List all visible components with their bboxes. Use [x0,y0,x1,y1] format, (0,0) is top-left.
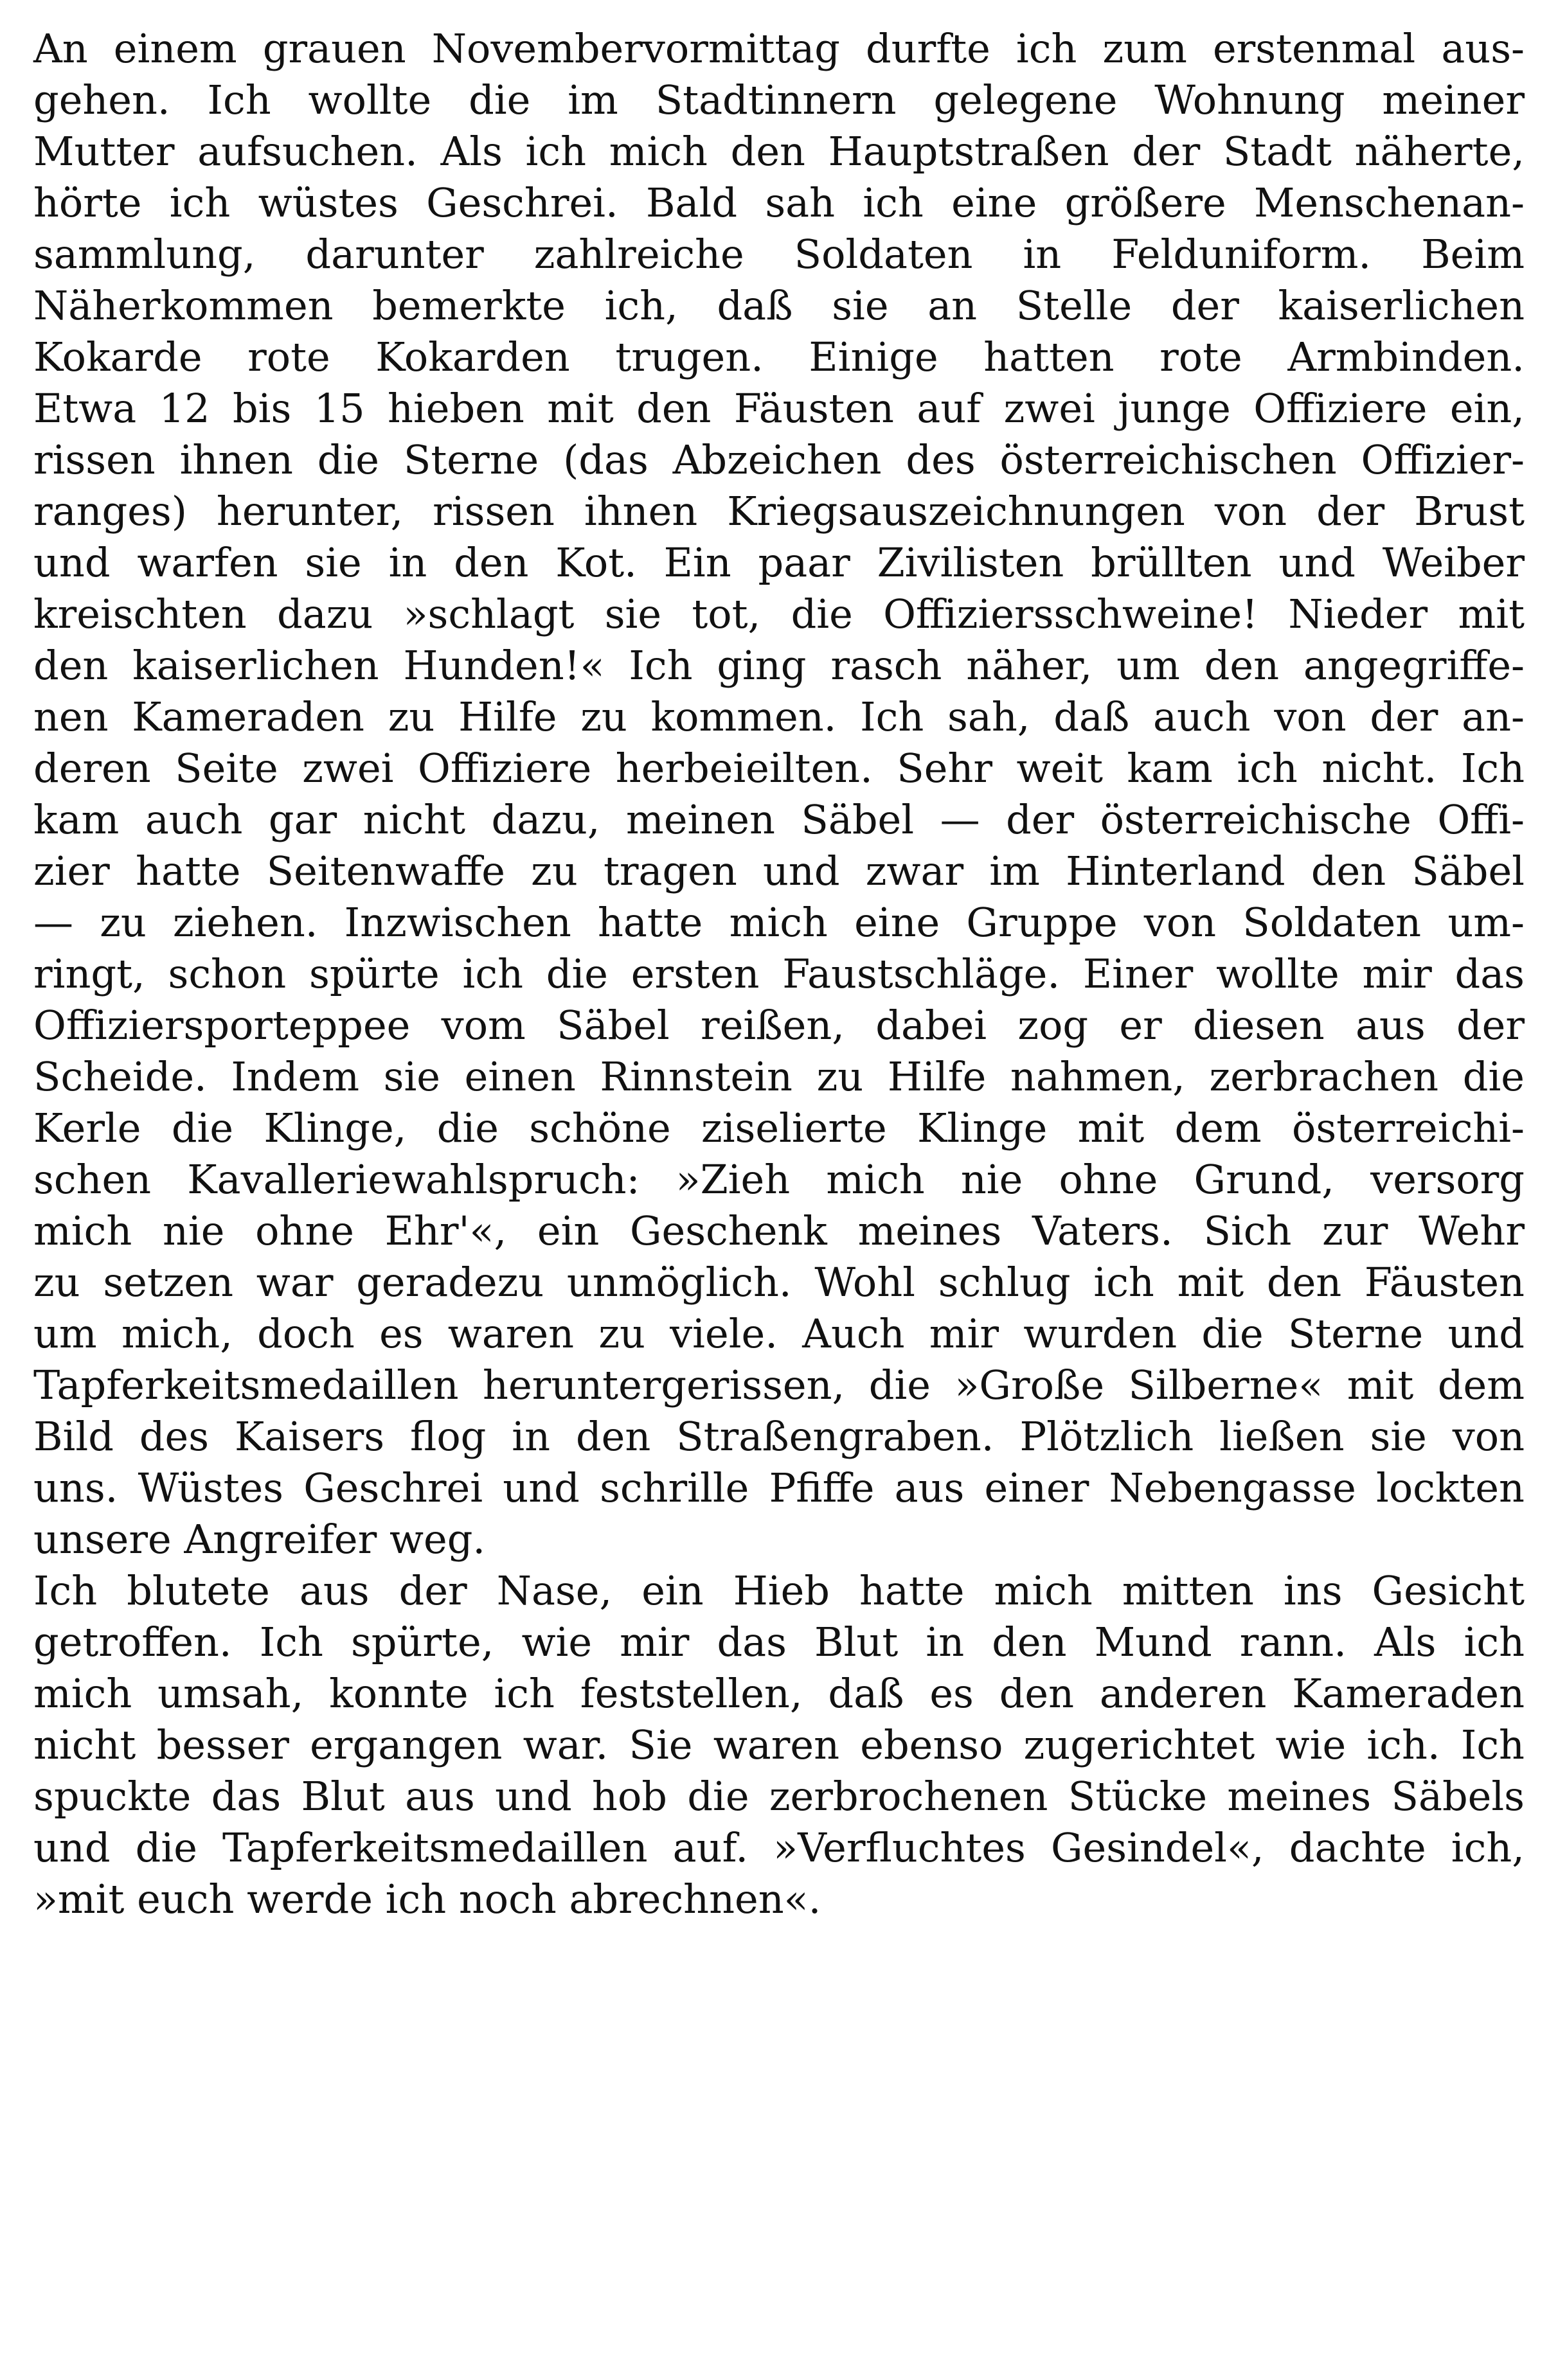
text-line: hörte ich wüstes Geschrei. Bald sah ich eine größere Menschenan- [33,179,1525,226]
text-line: nicht besser ergangen war. Sie waren ebenso zugerichtet wie ich. Ich [33,1721,1525,1768]
text-line: unsere Angreifer weg. [33,1516,486,1563]
text-line: Tapferkeitsmedaillen heruntergerissen, die »Große Silberne« mit dem [33,1362,1525,1408]
text-line: Ich blutete aus der Nase, ein Hieb hatte mich mitten ins Gesicht [33,1567,1525,1614]
text-line: nen Kameraden zu Hilfe zu kommen. Ich sah, daß auch von der an- [33,693,1525,740]
text-line: sammlung, darunter zahlreiche Soldaten in Felduniform. Beim [33,231,1525,278]
text-line: Offiziersporteppee vom Säbel reißen, dabei zog er diesen aus der [33,1002,1525,1049]
text-line: kam auch gar nicht dazu, meinen Säbel — der österreichische Offi- [33,796,1525,843]
text-line: An einem grauen Novembervormittag durfte ich zum erstenmal aus- [33,25,1525,72]
text-line: Näherkommen bemerkte ich, daß sie an Stelle der kaiserlichen [33,282,1525,329]
text-line: Bild des Kaisers flog in den Straßengraben. Plötzlich ließen sie von [33,1413,1525,1460]
text-line: rissen ihnen die Sterne (das Abzeichen des österreichischen Offizier- [33,436,1525,483]
text-line: Kokarde rote Kokarden trugen. Einige hatten rote Armbinden. [33,333,1525,380]
text-line: und warfen sie in den Kot. Ein paar Zivilisten brüllten und Weiber [33,539,1525,586]
text-line: — zu ziehen. Inzwischen hatte mich eine Gruppe von Soldaten um- [33,899,1525,946]
text-line: Scheide. Indem sie einen Rinnstein zu Hilfe nahmen, zerbrachen die [33,1053,1525,1100]
text-line: zier hatte Seitenwaffe zu tragen und zwar im Hinterland den Säbel [33,848,1525,894]
paragraph [33,23,1525,1565]
text-line: Etwa 12 bis 15 hieben mit den Fäusten auf zwei junge Offiziere ein, [33,385,1525,432]
text-line: getroffen. Ich spürte, wie mir das Blut in den Mund rann. Als ich [33,1619,1525,1665]
body-text [33,23,1525,1925]
text-line: und die Tapferkeitsmedaillen auf. »Verfluchtes Gesindel«, dachte ich, [33,1824,1525,1871]
text-line: ranges) herunter, rissen ihnen Kriegsauszeichnungen von der Brust [33,488,1525,535]
text-line: gehen. Ich wollte die im Stadtinnern gelegene Wohnung meiner [33,76,1525,123]
text-line: mich umsah, konnte ich feststellen, daß es den anderen Kameraden [33,1670,1525,1717]
text-line: ringt, schon spürte ich die ersten Faustschläge. Einer wollte mir das [33,950,1525,997]
text-line: spuckte das Blut aus und hob die zerbrochenen Stücke meines Säbels [33,1773,1525,1820]
text-line: den kaiserlichen Hunden!« Ich ging rasch näher, um den angegriffe- [33,642,1525,689]
text-line: deren Seite zwei Offiziere herbeieilten. Sehr weit kam ich nicht. Ich [33,745,1525,792]
text-line: um mich, doch es waren zu viele. Auch mir wurden die Sterne und [33,1310,1525,1357]
text-line: uns. Wüstes Geschrei und schrille Pfiffe aus einer Nebengasse lockten [33,1464,1525,1511]
text-line: mich nie ohne Ehr'«, ein Geschenk meines Vaters. Sich zur Wehr [33,1207,1525,1254]
text-line: Mutter aufsuchen. Als ich mich den Hauptstraßen der Stadt näherte, [33,128,1525,175]
text-line: »mit euch werde ich noch abrechnen«. [33,1876,821,1923]
paragraph [33,1565,1525,1925]
text-line: Kerle die Klinge, die schöne ziselierte Klinge mit dem österreichi- [33,1105,1525,1151]
text-line: kreischten dazu »schlagt sie tot, die Offiziersschweine! Nieder mit [33,591,1525,637]
text-line: zu setzen war geradezu unmöglich. Wohl schlug ich mit den Fäusten [33,1259,1525,1306]
text-line: schen Kavalleriewahlspruch: »Zieh mich nie ohne Grund, versorg [33,1156,1525,1203]
